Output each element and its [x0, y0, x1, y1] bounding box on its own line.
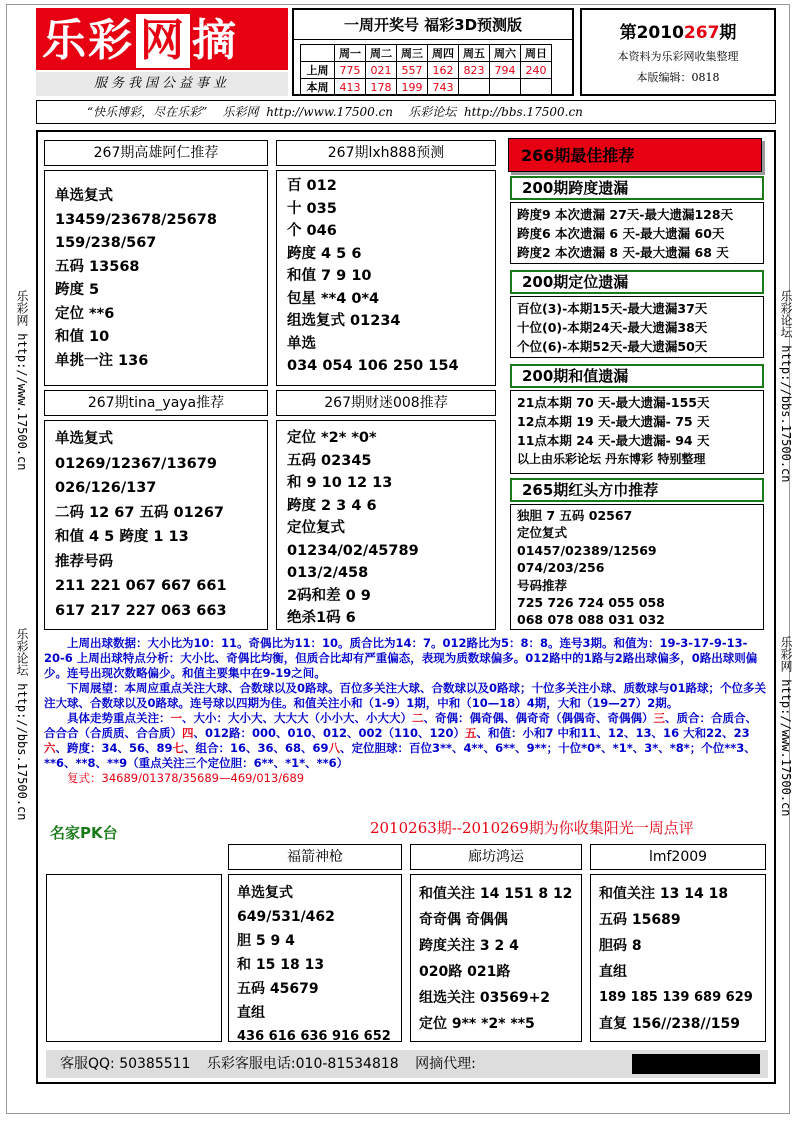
footer-phone: 乐彩客服电话:010-81534818 [206, 1056, 399, 1072]
box-title: 267期高雄阿仁推荐 [44, 140, 268, 166]
box-body: 单选复式 01269/12367/13679 026/126/137 二码 12 67 五码 01267 和值 4 5 跨度 1 13 推荐号码 211 221 067 667 661 617 217 227 063 663 [44, 420, 268, 630]
site2-link[interactable]: http://bbs.17500.cn [463, 105, 583, 119]
draw-number: 240 [521, 62, 552, 79]
box-body: 和值关注 14 151 8 12 奇奇偶 奇偶偶 跨度关注 3 2 4 020路 021路 组选关注 03569+2 定位 9** *2* **5 [410, 874, 582, 1042]
box-title: 福箭神枪 [228, 844, 402, 870]
site2-name: 乐彩论坛 [408, 105, 457, 119]
compiled-by: 本资料为乐彩网收集整理 [617, 50, 739, 63]
section-body: 21点本期 70 天-最大遗漏-155天 12点本期 19 天-最大遗漏- 75 天 11点本期 24 天-最大遗漏- 94 天 以上由乐彩论坛 丹东博彩 特别整理 [510, 390, 764, 474]
side-text-right-top: 乐彩论坛 http://bbs.17500.cn [779, 290, 793, 483]
row-label: 上周 [301, 62, 335, 79]
logo-text-2: 网 [134, 12, 192, 70]
week-header: 周二 [366, 45, 397, 62]
draw-number [521, 79, 552, 96]
draw-number: 823 [459, 62, 490, 79]
week-header: 周四 [428, 45, 459, 62]
section-body: 独胆 7 五码 02567 定位复式 01457/02389/12569 074/203/256 号码推荐 725 726 724 055 058 068 078 088 031 032 [510, 504, 764, 630]
expert-box [44, 390, 268, 630]
week-header: 周六 [490, 45, 521, 62]
pk-box [590, 844, 766, 1044]
pk-banner: 2010263期--2010269期为你收集阳光一周点评 [370, 819, 694, 837]
week-header: 周三 [397, 45, 428, 62]
box-title: 267期lxh888预测 [276, 140, 496, 166]
section-body: 百位(3)-本期15天-最大遗漏37天 十位(0)-本期24天-最大遗漏38天 个位(6)-本期52天-最大遗漏50天 [510, 296, 764, 358]
section-title: 265期红头方巾推荐 [510, 478, 764, 502]
logo-text-1: 乐彩 [42, 15, 134, 66]
week-header: 周日 [521, 45, 552, 62]
draw-number [490, 79, 521, 96]
box-body: 单选复式 649/531/462 胆 5 9 4 和 15 18 13 五码 45679 直组 436 616 636 916 652 [228, 874, 402, 1042]
draw-number [459, 79, 490, 96]
table-row [301, 62, 552, 79]
draw-number: 413 [335, 79, 366, 96]
pk-label: 名家PK台 [50, 824, 118, 842]
header-title: 一周开奖号 福彩3D预测版 [294, 10, 572, 40]
footer-qq: 客服QQ: 50385511 [60, 1056, 191, 1072]
pk-box [228, 844, 402, 1044]
box-title: 267期tina_yaya推荐 [44, 390, 268, 416]
weekly-draws-panel [292, 8, 574, 96]
site1-link[interactable]: http://www.17500.cn [266, 105, 394, 119]
section-title: 200期跨度遗漏 [510, 176, 764, 200]
draw-number: 794 [490, 62, 521, 79]
pk-box [410, 844, 582, 1044]
pk-empty-box [46, 874, 222, 1042]
logo [36, 8, 288, 70]
editor: 本版编辑：0818 [636, 71, 720, 84]
expert-box [276, 140, 496, 386]
motto-slogan: “快乐博彩，尽在乐彩” [87, 105, 208, 119]
box-body: 百 012 十 035 个 046 跨度 4 5 6 和值 7 9 10 包星 **4 0*4 组选复式 01234 单选 034 054 106 250 154 [276, 170, 496, 386]
footer-agent: 网摘代理: [415, 1056, 476, 1072]
expert-box [44, 140, 268, 386]
box-title: lmf2009 [590, 844, 766, 870]
draw-number: 021 [366, 62, 397, 79]
side-text-left-bottom: 乐彩论坛 http://bbs.17500.cn [15, 628, 29, 821]
draw-number: 557 [397, 62, 428, 79]
box-title: 267期财迷008推荐 [276, 390, 496, 416]
issue-number: 第2010267期 [619, 23, 737, 43]
weekly-draws-table [300, 44, 552, 96]
expert-box [276, 390, 496, 630]
section-title: 200期和值遗漏 [510, 364, 764, 388]
box-title: 廊坊鸿运 [410, 844, 582, 870]
side-text-right-bottom: 乐彩网 http://www.17500.cn [779, 636, 793, 817]
week-header: 周五 [459, 45, 490, 62]
draw-number: 199 [397, 79, 428, 96]
issue-panel [580, 8, 776, 96]
box-body: 定位 *2* *0* 五码 02345 和 9 10 12 13 跨度 2 3 4 6 定位复式 01234/02/45789 013/2/458 2码和差 0 9 绝杀1码 6 [276, 420, 496, 630]
best-recommend-banner: 266期最佳推荐 [508, 138, 762, 172]
footer-black-block [632, 1054, 760, 1074]
section-title: 200期定位遗漏 [510, 270, 764, 294]
logo-text-3: 摘 [192, 15, 238, 66]
motto-bar [36, 100, 776, 124]
logo-slogan: 服务我国公益事业 [36, 72, 288, 96]
table-row [301, 79, 552, 96]
table-row [301, 45, 552, 62]
footer-bar [46, 1050, 768, 1078]
box-body: 单选复式 13459/23678/25678 159/238/567 五码 13568 跨度 5 定位 **6 和值 10 单挑一注 136 [44, 170, 268, 386]
row-label: 本周 [301, 79, 335, 96]
section-body: 跨度9 本次遗漏 27天-最大遗漏128天 跨度6 本次遗漏 6 天-最大遗漏 60天 跨度2 本次遗漏 8 天-最大遗漏 68 天 [510, 202, 764, 264]
draw-number: 775 [335, 62, 366, 79]
analysis-text: 上周出球数据：大小比为10：11。奇偶比为11：10。质合比为14：7。012路比为5：8：8。连号3期。和值为：19-3-17-9-13-20-6 上周出球特点分析：大小比、奇偶比均衡，但质合比却有严重偏态，表现为质数球偏多。012路中的1路与2路出球偏多，0路出球则偏少。连号出现次数略偏少。和值主要集中在9-19之间。 下周展望：本周应重点关注大球、合数球以及0路球。百位多关注大球、合数球以及0路球；十位多关注小球、质数球与01路球；个位多关注大球、合数球以及0路球。连号球以四期为佳。和值关注小和（1-9）1期，中和（10—18）4期，大和（19—27）2期。 具体走势重点关注：一、大小：大小大、大大大（小小大、小大大）二、奇偶：偶奇偶、偶奇奇（偶偶奇、奇偶偶）三、质合：合质合、合合合（合质质、合合质）四、012路：000、010、012、002（110、120）五、和值：小和7 中和11、12、13、16 大和22、23六、跨度：34、56、89七、组合：16、36、68、69八、定位胆球：百位3**、4**、6**、9**；十位*0*、*1*、3*、*8*；个位**3、**6、**8、**9（重点关注三个定位胆：6**、*1*、**6） 复式：34689/01378/35689—469/013/689 [44, 636, 766, 785]
week-header: 周一 [335, 45, 366, 62]
draw-number: 178 [366, 79, 397, 96]
box-body: 和值关注 13 14 18 五码 15689 胆码 8 直组 189 185 139 689 629 直复 156//238//159 [590, 874, 766, 1042]
site1-name: 乐彩网 [222, 105, 259, 119]
draw-number: 162 [428, 62, 459, 79]
draw-number: 743 [428, 79, 459, 96]
side-text-left-top: 乐彩网 http://www.17500.cn [15, 290, 29, 471]
